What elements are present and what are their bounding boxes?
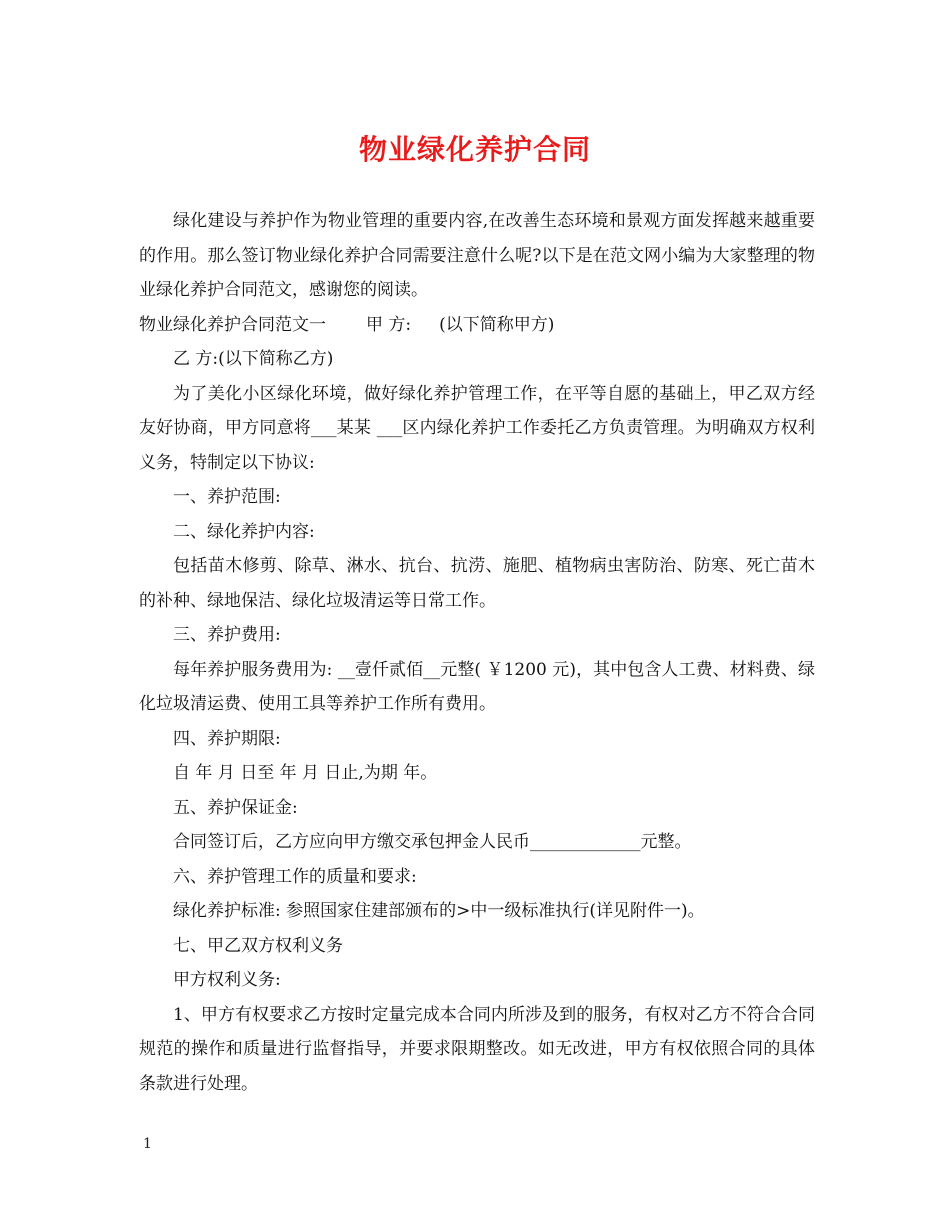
document-title: 物业绿化养护合同 — [358, 133, 591, 166]
purpose-paragraph: 为了美化小区绿化环境，做好绿化养护管理工作，在平等自愿的基础上，甲乙双方经友好协商，甲方同意将___某某 ___区内绿化养护工作委托乙方负责管理。为明确双方权利义务，特制定以下协议: — [139, 383, 815, 473]
section-heading: 四、养护期限: — [173, 728, 281, 749]
section-heading: 五、养护保证金: — [173, 797, 298, 818]
party-line — [139, 308, 815, 343]
section-heading: 七、甲乙双方权利义务 — [173, 935, 343, 956]
document-body — [139, 204, 815, 1101]
intro-paragraph: 绿化建设与养护作为物业管理的重要内容,在改善生态环境和景观方面发挥越来越重要的作用。那么签订物业绿化养护合同需要注意什么呢?以下是在范文网小编为大家整理的物业绿化养护合同范文，感谢您的阅读。 — [139, 211, 815, 300]
party-b-line: 乙 方:(以下简称乙方) — [173, 349, 334, 369]
section-body: 绿化养护标准: 参照国家住建部颁布的>中一级标准执行(详见附件一)。 — [173, 901, 705, 921]
section-heading: 二、绿化养护内容: — [173, 521, 315, 542]
sample-heading: 物业绿化养护合同范文一 — [139, 314, 326, 335]
party-a-note: (以下简称甲方) — [439, 314, 555, 335]
subsection-heading: 甲方权利义务: — [173, 970, 281, 990]
section-heading: 一、养护范围: — [173, 487, 281, 507]
section-body: 合同签订后，乙方应向甲方缴交承包押金人民币_____________元整。 — [173, 832, 692, 852]
section-heading: 三、养护费用: — [173, 625, 281, 645]
section-heading: 六、养护管理工作的质量和要求: — [173, 866, 417, 887]
party-a-label: 甲 方: — [366, 314, 412, 335]
section-body: 1、甲方有权要求乙方按时定量完成本合同内所涉及到的服务，有权对乙方不符合合同规范的操作和质量进行监督指导，并要求限期整改。如无改进，甲方有权依照合同的具体条款进行处理。 — [139, 1004, 815, 1094]
section-body: 包括苗木修剪、除草、淋水、抗台、抗涝、施肥、植物病虫害防治、防寒、死亡苗木的补种、绿地保洁、绿化垃圾清运等日常工作。 — [139, 556, 815, 611]
page-number: 1 — [143, 1136, 152, 1152]
section-body: 自 年 月 日至 年 月 日止,为期 年。 — [173, 763, 438, 783]
section-body: 每年养护服务费用为: __壹仟贰佰__元整( ￥1200 元)，其中包含人工费、材料费、绿化垃圾清运费、使用工具等养护工作所有费用。 — [139, 659, 815, 714]
